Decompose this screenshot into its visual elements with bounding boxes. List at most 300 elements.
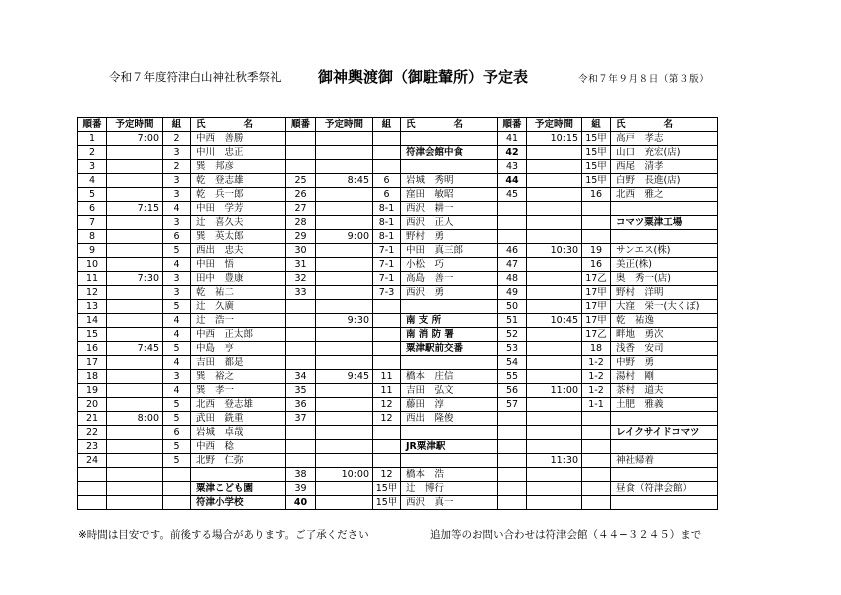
left-group-cell: 3 [163,370,191,384]
left-order-cell: 21 [78,412,107,426]
middle-order-cell: 39 [286,482,316,496]
right-time-cell [527,496,582,510]
left-order-cell: 8 [78,230,107,244]
middle-order-cell: 36 [286,398,316,412]
left-order-cell: 19 [78,384,107,398]
right-group-cell [582,230,611,244]
middle-order-cell [286,314,316,328]
middle-group-cell: 7-1 [373,258,401,272]
right-group-cell: 1-1 [582,398,611,412]
left-time-cell [107,426,163,440]
middle-group-cell [373,426,401,440]
middle-name-cell [401,356,498,370]
middle-time-cell [316,426,373,440]
table-row [78,174,718,188]
right-time-cell [527,174,582,188]
left-order-cell: 11 [78,272,107,286]
middle-order-cell [286,440,316,454]
left-name-cell: 田中 豊康 [191,272,286,286]
left-time-cell [107,146,163,160]
left-time-cell [107,188,163,202]
right-group-cell [582,426,611,440]
page-title: 御神輿渡御（御駐輦所）予定表 [318,68,529,86]
right-name-cell: 畔地 勇次 [611,328,718,342]
left-time-cell [107,398,163,412]
right-order-cell: 41 [498,132,527,146]
middle-order-cell [286,342,316,356]
left-order-cell [78,496,107,510]
table-row [78,146,718,160]
middle-time-cell [316,356,373,370]
table-row [78,286,718,300]
right-name-cell: 高戸 孝志 [611,132,718,146]
right-name-cell: コマツ粟津工場 [611,216,718,230]
left-group-cell: 4 [163,356,191,370]
left-time-cell: 7:30 [107,272,163,286]
left-name-cell: 乾 登志雄 [191,174,286,188]
right-group-cell: 16 [582,188,611,202]
right-time-cell [527,286,582,300]
left-order-cell: 16 [78,342,107,356]
left-time-cell [107,496,163,510]
middle-time-cell [316,216,373,230]
middle-group-cell: 12 [373,412,401,426]
left-time-cell: 8:00 [107,412,163,426]
left-name-cell: 武田 銑重 [191,412,286,426]
right-time-cell: 10:30 [527,244,582,258]
right-name-cell: 乾 祐逸 [611,314,718,328]
middle-time-cell: 9:30 [316,314,373,328]
left-group-cell: 3 [163,286,191,300]
right-group-cell: 15甲 [582,160,611,174]
left-order-header: 順番 [78,118,107,132]
right-order-cell: 54 [498,356,527,370]
left-time-cell [107,244,163,258]
right-order-cell: 52 [498,328,527,342]
left-time-header: 予定時間 [107,118,163,132]
right-group-cell [582,412,611,426]
middle-name-header: 氏 名 [401,118,498,132]
left-time-cell [107,160,163,174]
left-group-cell: 5 [163,440,191,454]
table-row [78,328,718,342]
middle-name-cell: 橋本 浩 [401,468,498,482]
table-row [78,272,718,286]
right-time-cell: 10:15 [527,132,582,146]
middle-name-cell: 野村 勇 [401,230,498,244]
right-group-cell: 19 [582,244,611,258]
event-name: 令和７年度符津白山神社秋季祭礼 [109,70,282,84]
middle-group-cell [373,454,401,468]
right-group-cell: 17甲 [582,300,611,314]
middle-name-cell: 西沢 勇 [401,286,498,300]
right-name-cell: 北西 雅之 [611,188,718,202]
right-name-cell: 野村 洋明 [611,286,718,300]
right-time-cell [527,468,582,482]
table-row [78,468,718,482]
middle-order-cell [286,328,316,342]
right-name-cell: 浅香 安司 [611,342,718,356]
middle-name-cell: 岩城 秀明 [401,174,498,188]
table-row [78,370,718,384]
schedule-body [78,132,718,510]
right-order-cell: 49 [498,286,527,300]
right-group-cell: 17甲 [582,314,611,328]
left-name-cell: 巽 孝一 [191,384,286,398]
middle-order-cell: 37 [286,412,316,426]
left-time-cell [107,454,163,468]
left-name-cell: 辻 久廣 [191,300,286,314]
left-order-cell: 24 [78,454,107,468]
schedule-table [77,117,718,510]
left-time-cell [107,216,163,230]
middle-group-cell: 12 [373,468,401,482]
left-time-cell: 7:45 [107,342,163,356]
middle-order-cell: 27 [286,202,316,216]
middle-group-cell: 7-3 [373,286,401,300]
left-time-cell [107,482,163,496]
left-order-cell [78,468,107,482]
middle-group-cell [373,356,401,370]
left-group-cell [163,496,191,510]
left-group-cell [163,468,191,482]
revision-date: 令和７年９月８日（第３版） [578,74,710,85]
middle-name-cell: 高島 善一 [401,272,498,286]
right-name-cell [611,440,718,454]
right-group-cell: 18 [582,342,611,356]
middle-order-cell [286,300,316,314]
middle-name-cell: JR粟津駅 [401,440,498,454]
table-row [78,440,718,454]
right-name-cell: 茶村 道夫 [611,384,718,398]
table-row [78,188,718,202]
right-time-cell [527,412,582,426]
right-group-cell: 15甲 [582,146,611,160]
right-time-cell [527,482,582,496]
right-group-cell [582,454,611,468]
middle-name-cell: 藤田 淳 [401,398,498,412]
table-row [78,398,718,412]
left-name-cell: 中田 悟 [191,258,286,272]
table-row [78,342,718,356]
left-name-header: 氏 名 [191,118,286,132]
middle-name-cell: 吉田 弘文 [401,384,498,398]
right-name-header: 氏 名 [611,118,718,132]
middle-group-cell [373,440,401,454]
table-row [78,160,718,174]
left-order-cell: 13 [78,300,107,314]
middle-name-cell: 辻 博行 [401,482,498,496]
table-header-row [78,118,718,132]
middle-group-cell: 6 [373,174,401,188]
left-name-cell: 中島 亨 [191,342,286,356]
right-order-cell: 53 [498,342,527,356]
left-group-cell: 3 [163,188,191,202]
middle-time-cell: 9:00 [316,230,373,244]
right-order-cell: 56 [498,384,527,398]
right-group-cell [582,496,611,510]
left-time-cell [107,328,163,342]
right-group-cell: 1-2 [582,384,611,398]
middle-time-cell [316,342,373,356]
left-order-cell: 15 [78,328,107,342]
right-name-cell: 白野 長進(店) [611,174,718,188]
right-name-cell: 中野 勇 [611,356,718,370]
middle-name-cell: 西沢 耕一 [401,202,498,216]
middle-order-cell: 31 [286,258,316,272]
middle-name-cell: 小松 巧 [401,258,498,272]
middle-group-cell: 7-1 [373,244,401,258]
left-group-cell: 3 [163,174,191,188]
left-group-cell: 5 [163,454,191,468]
middle-name-cell: 西沢 正人 [401,216,498,230]
left-time-cell [107,286,163,300]
right-group-cell: 1-2 [582,370,611,384]
left-name-cell: 中西 正太郎 [191,328,286,342]
middle-name-cell: 西出 隆俊 [401,412,498,426]
contact-note: 追加等のお問い合わせは符津会館（４４−３２４５）まで [430,529,702,541]
left-order-cell [78,482,107,496]
right-group-cell: 17乙 [582,328,611,342]
middle-time-cell [316,160,373,174]
right-time-cell [527,202,582,216]
middle-order-cell: 33 [286,286,316,300]
middle-group-cell: 15甲 [373,482,401,496]
right-name-cell: サンエス(株) [611,244,718,258]
right-order-cell: 47 [498,258,527,272]
right-name-cell [611,468,718,482]
left-group-cell: 5 [163,342,191,356]
middle-name-cell [401,426,498,440]
middle-time-cell [316,286,373,300]
middle-time-cell: 9:45 [316,370,373,384]
right-order-cell: 45 [498,188,527,202]
middle-order-header: 順番 [286,118,316,132]
right-time-cell [527,440,582,454]
middle-group-cell: 8-1 [373,202,401,216]
right-name-cell [611,230,718,244]
middle-group-cell: 15甲 [373,496,401,510]
left-name-cell: 中田 学芳 [191,202,286,216]
right-order-cell [498,496,527,510]
middle-name-cell: 中田 真三郎 [401,244,498,258]
left-name-cell: 辻 喜久夫 [191,216,286,230]
middle-time-cell [316,258,373,272]
right-time-cell: 10:45 [527,314,582,328]
right-group-cell: 16 [582,258,611,272]
left-name-cell: 中西 善勝 [191,132,286,146]
right-time-cell [527,342,582,356]
middle-time-cell [316,328,373,342]
right-order-cell [498,482,527,496]
middle-order-cell: 30 [286,244,316,258]
middle-order-cell [286,454,316,468]
middle-time-cell [316,440,373,454]
right-time-cell: 11:30 [527,454,582,468]
middle-order-cell [286,426,316,440]
left-group-cell: 3 [163,146,191,160]
table-row [78,426,718,440]
middle-group-cell: 8-1 [373,216,401,230]
left-time-cell [107,384,163,398]
middle-time-cell [316,146,373,160]
middle-group-cell: 12 [373,398,401,412]
table-row [78,258,718,272]
right-time-cell [527,160,582,174]
middle-name-cell: 橋本 庄信 [401,370,498,384]
left-group-cell: 3 [163,216,191,230]
left-order-cell: 23 [78,440,107,454]
left-name-cell: 北西 登志雄 [191,398,286,412]
left-group-cell: 4 [163,328,191,342]
middle-name-cell: 符津会館中食 [401,146,498,160]
right-time-cell [527,370,582,384]
middle-name-cell: 南 支 所 [401,314,498,328]
right-order-cell: 46 [498,244,527,258]
left-time-cell [107,440,163,454]
left-group-cell: 6 [163,230,191,244]
left-group-cell: 5 [163,300,191,314]
right-name-cell: 美正(株) [611,258,718,272]
left-name-cell: 巽 邦彦 [191,160,286,174]
right-group-cell: 17甲 [582,286,611,300]
left-group-cell: 5 [163,412,191,426]
middle-order-cell: 29 [286,230,316,244]
left-order-cell: 17 [78,356,107,370]
left-name-cell: 中川 忠正 [191,146,286,160]
left-name-cell: 辻 浩一 [191,314,286,328]
middle-time-cell [316,132,373,146]
middle-group-cell: 6 [373,188,401,202]
left-name-cell: 北野 仁弥 [191,454,286,468]
right-order-cell [498,454,527,468]
right-order-cell [498,230,527,244]
right-name-cell: レイクサイドコマツ [611,426,718,440]
middle-time-cell [316,454,373,468]
middle-group-cell: 7-1 [373,272,401,286]
right-name-cell: 湯村 剛 [611,370,718,384]
left-name-cell: 中西 稔 [191,440,286,454]
left-time-cell [107,258,163,272]
right-order-cell [498,216,527,230]
middle-name-cell [401,160,498,174]
right-order-cell: 50 [498,300,527,314]
right-group-cell [582,482,611,496]
middle-group-cell: 11 [373,384,401,398]
left-order-cell: 7 [78,216,107,230]
right-time-cell [527,426,582,440]
left-time-cell [107,356,163,370]
right-name-cell: 奥 秀一(店) [611,272,718,286]
right-time-header: 予定時間 [527,118,582,132]
right-time-cell [527,272,582,286]
right-group-cell: 1-2 [582,356,611,370]
table-row [78,482,718,496]
middle-group-cell [373,328,401,342]
middle-order-cell: 34 [286,370,316,384]
left-name-cell: 乾 祐二 [191,286,286,300]
left-name-cell: 吉田 都是 [191,356,286,370]
right-group-cell [582,216,611,230]
middle-name-cell [401,300,498,314]
left-group-cell: 3 [163,272,191,286]
left-name-cell: 西出 忠夫 [191,244,286,258]
middle-group-cell: 11 [373,370,401,384]
left-group-cell: 5 [163,244,191,258]
right-time-cell: 11:00 [527,384,582,398]
left-group-cell: 4 [163,258,191,272]
right-order-cell: 51 [498,314,527,328]
middle-time-cell [316,412,373,426]
left-name-cell [191,468,286,482]
middle-group-cell [373,342,401,356]
middle-time-cell [316,482,373,496]
right-order-cell [498,440,527,454]
right-name-cell [611,412,718,426]
middle-time-cell [316,496,373,510]
left-name-cell: 岩城 卓哉 [191,426,286,440]
left-group-cell: 5 [163,398,191,412]
left-group-cell: 6 [163,426,191,440]
middle-order-cell: 40 [286,496,316,510]
middle-group-header: 組 [373,118,401,132]
middle-group-cell [373,160,401,174]
left-order-cell: 22 [78,426,107,440]
middle-order-cell [286,132,316,146]
table-row [78,132,718,146]
table-row [78,356,718,370]
middle-order-cell [286,146,316,160]
right-order-cell [498,202,527,216]
middle-time-cell: 8:45 [316,174,373,188]
middle-order-cell [286,356,316,370]
right-group-cell: 15甲 [582,132,611,146]
right-order-cell: 48 [498,272,527,286]
middle-order-cell: 28 [286,216,316,230]
middle-time-cell [316,244,373,258]
middle-time-cell: 10:00 [316,468,373,482]
table-row [78,202,718,216]
right-time-cell [527,258,582,272]
right-time-cell [527,216,582,230]
right-order-cell: 44 [498,174,527,188]
middle-group-cell: 8-1 [373,230,401,244]
left-order-cell: 4 [78,174,107,188]
right-name-cell: 山口 充宏(店) [611,146,718,160]
middle-time-cell [316,300,373,314]
middle-time-cell [316,384,373,398]
right-time-cell [527,300,582,314]
left-order-cell: 10 [78,258,107,272]
left-name-cell: 乾 兵一郎 [191,188,286,202]
left-order-cell: 20 [78,398,107,412]
left-time-cell [107,314,163,328]
right-name-cell [611,496,718,510]
middle-order-cell: 35 [286,384,316,398]
middle-time-cell [316,272,373,286]
left-name-cell: 符津小学校 [191,496,286,510]
middle-name-cell: 西沢 真一 [401,496,498,510]
left-group-cell: 4 [163,202,191,216]
left-time-cell [107,300,163,314]
middle-order-cell: 38 [286,468,316,482]
right-group-cell [582,202,611,216]
left-time-cell: 7:00 [107,132,163,146]
left-order-cell: 1 [78,132,107,146]
left-time-cell [107,370,163,384]
middle-group-cell [373,300,401,314]
right-order-header: 順番 [498,118,527,132]
